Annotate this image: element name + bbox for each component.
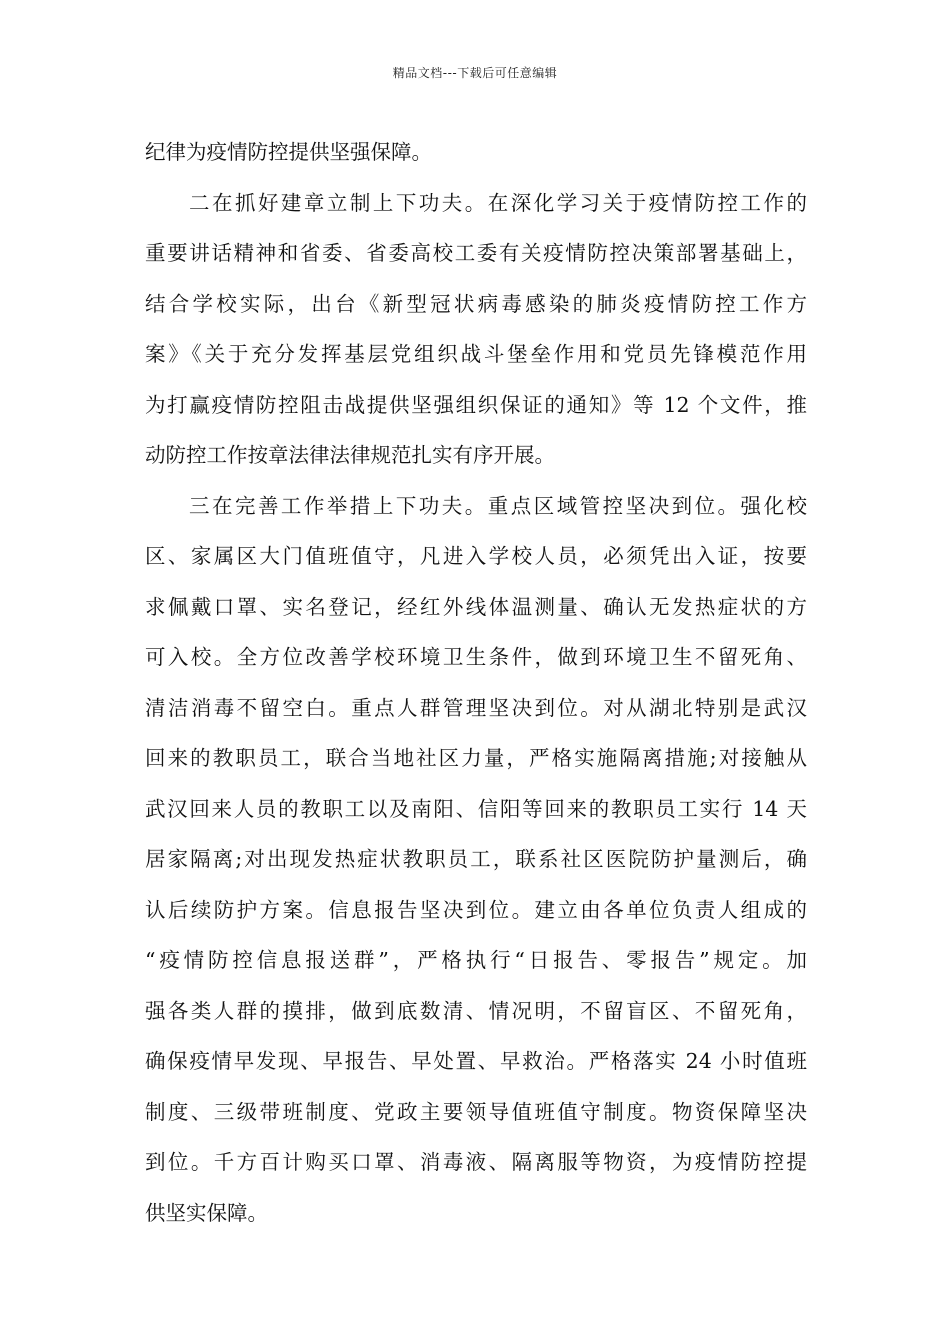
text-line: 确保疫情早发现、早报告、早处置、早救治。严格落实 24 小时值班	[145, 1049, 807, 1073]
page-header: 精品文档---下载后可任意编辑	[392, 66, 558, 80]
text-line: “疫情防控信息报送群”，严格执行“日报告、零报告”规定。加	[145, 948, 807, 972]
text-line: 纪律为疫情防控提供坚强保障。	[145, 140, 432, 164]
text-line: 武汉回来人员的教职工以及南阳、信阳等回来的教职员工实行 14 天	[145, 796, 807, 821]
text-line: 制度、三级带班制度、党政主要领导值班值守制度。物资保障坚决	[145, 1099, 807, 1124]
text-line: 可入校。全方位改善学校环境卫生条件，做到环境卫生不留死角、	[145, 645, 807, 669]
text-line: 案》《关于充分发挥基层党组织战斗堡垒作用和党员先锋模范作用	[145, 342, 807, 366]
text-line: 动防控工作按章法律法律规范扎实有序开展。	[145, 443, 555, 467]
text-line: 供坚实保障。	[145, 1200, 268, 1225]
text-line: 区、家属区大门值班值守，凡进入学校人员，必须凭出入证，按要	[145, 544, 807, 568]
text-line: 二在抓好建章立制上下功夫。在深化学习关于疫情防控工作的	[189, 190, 807, 215]
text-line: 回来的教职员工，联合当地社区力量，严格实施隔离措施;对接触从	[145, 746, 807, 770]
text-line: 求佩戴口罩、实名登记，经红外线体温测量、确认无发热症状的方	[145, 594, 807, 619]
text-line: 清洁消毒不留空白。重点人群管理坚决到位。对从湖北特别是武汉	[145, 695, 807, 720]
text-line: 重要讲话精神和省委、省委高校工委有关疫情防控决策部署基础上，	[145, 241, 807, 265]
text-line: 到位。千方百计购买口罩、消毒液、隔离服等物资，为疫情防控提	[145, 1150, 807, 1174]
text-line: 强各类人群的摸排，做到底数清、情况明，不留盲区、不留死角，	[145, 998, 807, 1023]
text-line: 认后续防护方案。信息报告坚决到位。建立由各单位负责人组成的	[145, 897, 807, 922]
body-text	[145, 127, 807, 1238]
text-line: 三在完善工作举措上下功夫。重点区域管控坚决到位。强化校	[189, 493, 807, 518]
text-line: 居家隔离;对出现发热症状教职员工，联系社区医院防护量测后，确	[145, 847, 807, 871]
text-line: 为打赢疫情防控阻击战提供坚强组织保证的通知》等 12 个文件，推	[145, 392, 807, 417]
text-line: 结合学校实际，出台《新型冠状病毒感染的肺炎疫情防控工作方	[145, 291, 807, 316]
